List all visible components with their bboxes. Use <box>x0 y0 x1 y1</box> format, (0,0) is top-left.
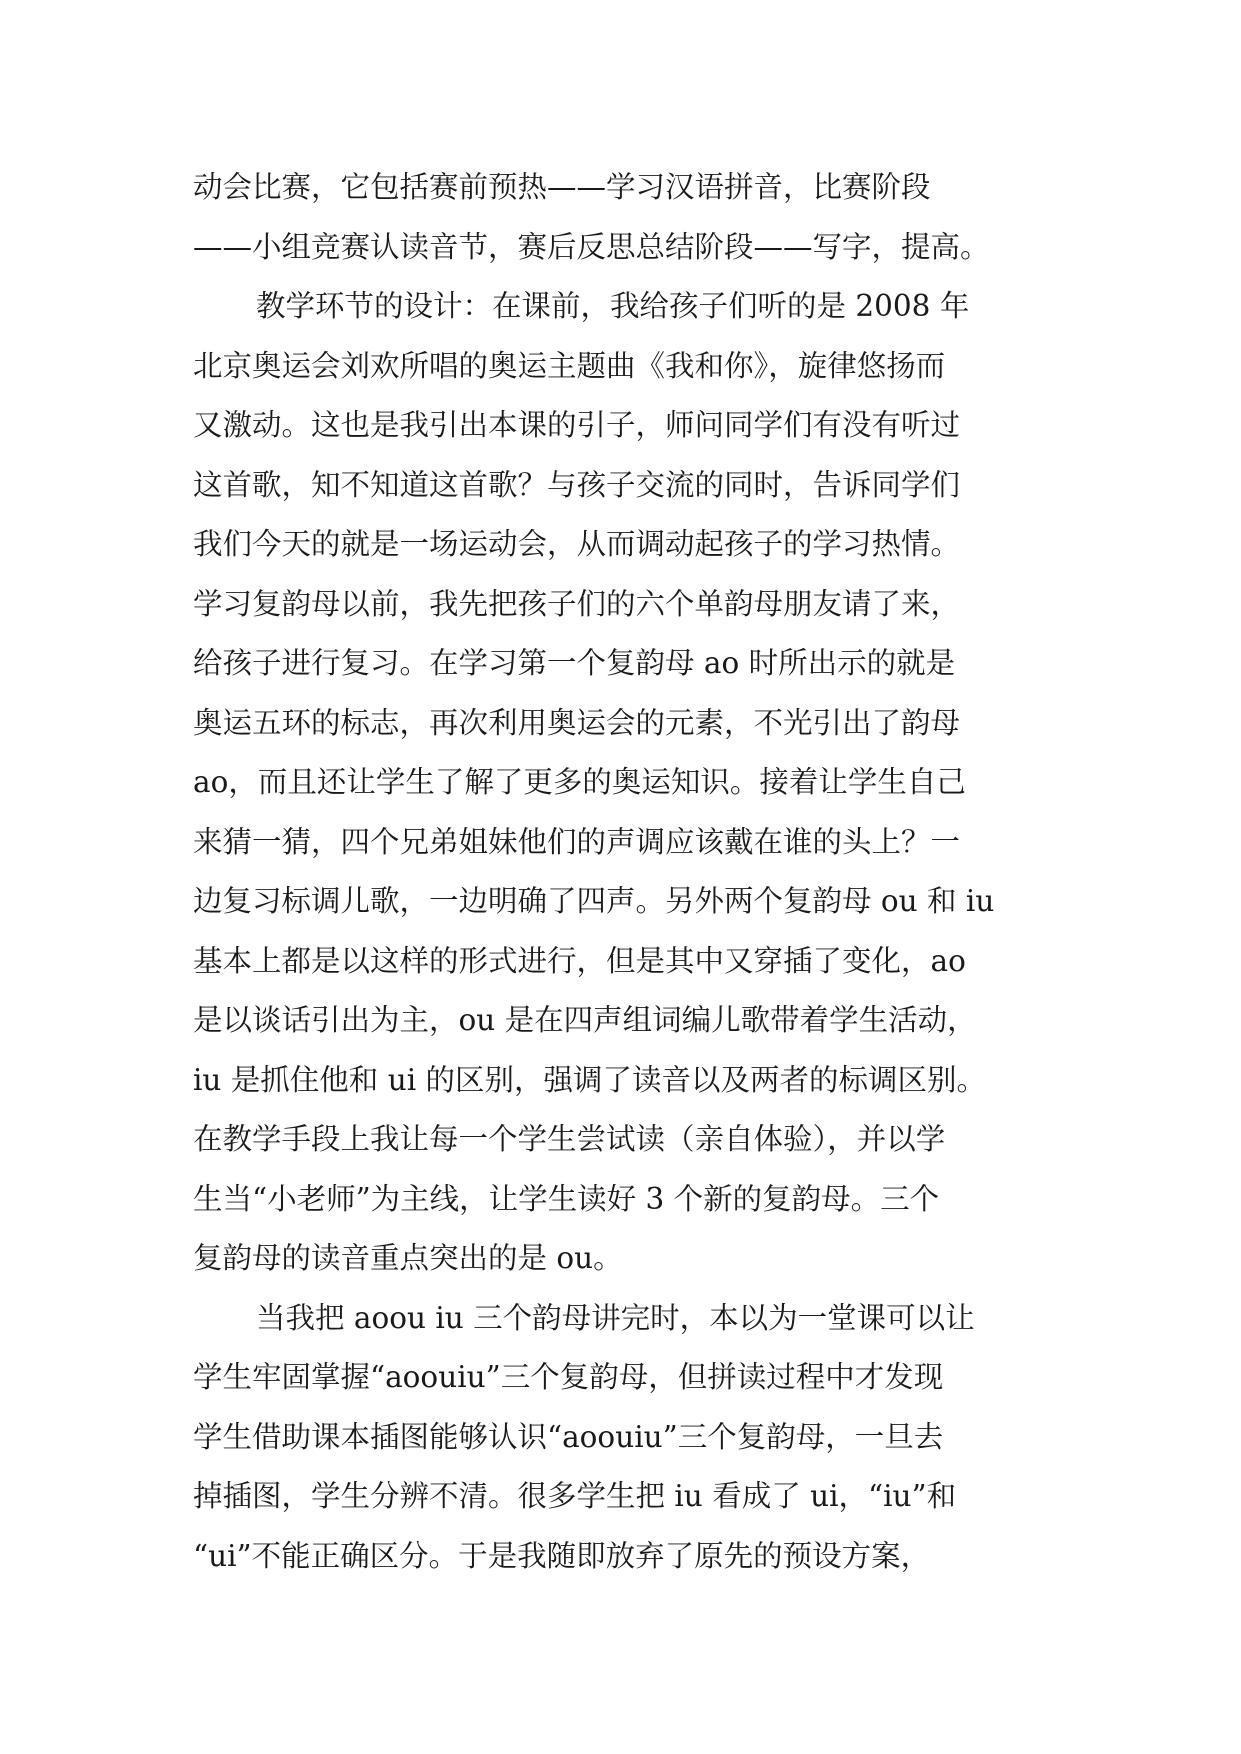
body-text <box>193 158 1073 1586</box>
text-line: 奥运五环的标志，再次利用奥运会的元素，不光引出了韵母 <box>193 705 961 740</box>
text-line: ——小组竞赛认读音节，赛后反思总结阶段——写字，提高。 <box>193 229 990 264</box>
text-line: 基本上都是以这样的形式进行，但是其中又穿插了变化，ao <box>193 943 966 978</box>
text-line: 掉插图，学生分辨不清。很多学生把 iu 看成了 ui，“iu”和 <box>193 1479 957 1513</box>
paragraph-first-line: 教学环节的设计：在课前，我给孩子们听的是 2008 年 <box>256 289 970 323</box>
paragraph-first-line: 当我把 aoou iu 三个韵母讲完时，本以为一堂课可以让 <box>256 1300 975 1335</box>
text-line: 来猜一猜，四个兄弟姐妹他们的声调应该戴在谁的头上？一 <box>193 824 961 859</box>
text-line: 学生牢固掌握“aoouiu”三个复韵母，但拼读过程中才发现 <box>193 1360 944 1394</box>
text-line: 动会比赛，它包括赛前预热——学习汉语拼音，比赛阶段 <box>193 170 931 204</box>
text-line: 学习复韵母以前，我先把孩子们的六个单韵母朋友请了来， <box>193 586 961 621</box>
text-line: 学生借助课本插图能够认识“aoouiu”三个复韵母，一旦去 <box>193 1419 944 1454</box>
text-line: “ui”不能正确区分。于是我随即放弃了原先的预设方案， <box>193 1538 931 1573</box>
text-line: 边复习标调儿歌，一边明确了四声。另外两个复韵母 ou 和 iu <box>193 884 995 918</box>
text-line: 我们今天的就是一场运动会，从而调动起孩子的学习热情。 <box>193 527 961 561</box>
text-line: 给孩子进行复习。在学习第一个复韵母 ao 时所出示的就是 <box>193 646 956 680</box>
text-line: 复韵母的读音重点突出的是 ou。 <box>193 1241 623 1275</box>
text-line: 这首歌，知不知道这首歌？与孩子交流的同时，告诉同学们 <box>193 467 961 502</box>
text-line: 在教学手段上我让每一个学生尝试读（亲自体验），并以学 <box>193 1122 946 1156</box>
text-line: 是以谈话引出为主，ou 是在四声组词编儿歌带着学生活动， <box>193 1003 977 1037</box>
text-line: 生当“小老师”为主线，让学生读好 3 个新的复韵母。三个 <box>193 1181 940 1216</box>
text-line: iu 是抓住他和 ui 的区别，强调了读音以及两者的标调区别。 <box>193 1062 987 1097</box>
text-line: 又激动。这也是我引出本课的引子，师问同学们有没有听过 <box>193 408 961 442</box>
text-line: ao，而且还让学生了解了更多的奥运知识。接着让学生自己 <box>193 765 966 799</box>
text-line: 北京奥运会刘欢所唱的奥运主题曲《我和你》，旋律悠扬而 <box>193 348 946 383</box>
